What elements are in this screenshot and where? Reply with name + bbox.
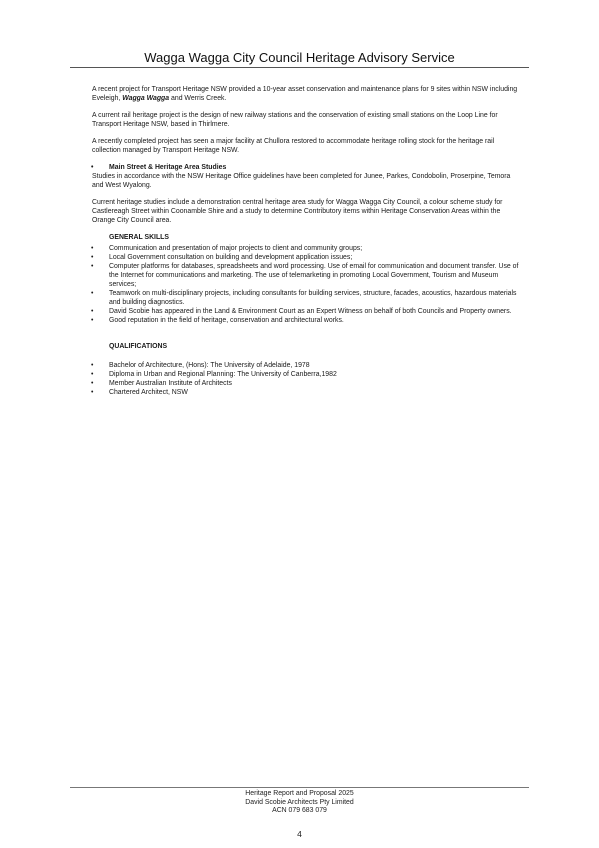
list-item (92, 289, 522, 307)
bullet-icon: • (91, 164, 94, 171)
list-item-text: Diploma in Urban and Regional Planning: The University of Canberra,1982 (109, 371, 337, 378)
list-item (92, 253, 522, 262)
bullet-icon: • (91, 308, 94, 315)
list-item-text: David Scobie has appeared in the Land & Environment Court as an Expert Witness on behalf of both Councils and Property owners. (109, 308, 512, 315)
page-footer (0, 790, 599, 816)
list-item-text: Local Government consultation on building and development application issues; (109, 254, 353, 261)
bullet-icon: • (91, 362, 94, 369)
list-item-text: Chartered Architect, NSW (109, 389, 188, 396)
qualifications-heading: QUALIFICATIONS (109, 343, 168, 350)
paragraph-current-studies: Current heritage studies include a demonstration central heritage area study for Wagga Wagga City Council, a colour scheme study for Castlereagh Street within Coonamble Shire and a study to determine Contributory items within Heritage Conservation Areas within the Orange City Council area. (92, 199, 503, 224)
list-item-text: Teamwork on multi-disciplinary projects, including consultants for building services, structure, facades, acoustics, hazardous materials and building diagnostics. (109, 290, 517, 306)
paragraph-transport-heritage: A recent project for Transport Heritage NSW provided a 10-year asset conservation and maintenance plans for 9 sites within NSW including Eveleigh, Wagga Wagga and Werris Creek. (92, 86, 518, 102)
general-skills-heading: GENERAL SKILLS (109, 234, 169, 241)
bullet-icon: • (91, 254, 94, 261)
bullet-icon: • (91, 245, 94, 252)
list-item (92, 244, 522, 253)
bullet-icon: • (91, 371, 94, 378)
bullet-icon: • (91, 380, 94, 387)
list-item-text: Member Australian Institute of Architects (109, 380, 232, 387)
general-skills-list (92, 244, 522, 325)
list-item-text: Communication and presentation of major projects to client and community groups; (109, 245, 363, 252)
bullet-icon: • (91, 389, 94, 396)
bullet-icon: • (91, 263, 94, 270)
paragraph-rail-heritage-project: A current rail heritage project is the design of new railway stations and the conservation of existing small stations on the Loop Line for Transport Heritage NSW, based in Thirlmere. (92, 112, 498, 128)
list-item (92, 370, 522, 379)
main-street-text: Studies in accordance with the NSW Heritage Office guidelines have been completed for Junee, Parkes, Condobolin, Proserpine, Temora and West Wyalong. (92, 173, 511, 189)
main-street-heading: • Main Street & Heritage Area Studies (91, 164, 227, 171)
bullet-icon: • (91, 317, 94, 324)
footer-report-title: Heritage Report and Proposal 2025 (245, 790, 354, 797)
list-item-text: Computer platforms for databases, spreadsheets and word processing. Use of email for communication and document transfer. Use of the Internet for communications and marketing. The use of telemarketing in promoting Local Government, Tourism and Museum services; (109, 263, 519, 288)
page-number: 4 (297, 829, 302, 839)
bullet-icon: • (91, 290, 94, 297)
qualifications-list (92, 361, 522, 397)
list-item (92, 262, 522, 289)
list-item (92, 307, 522, 316)
page-header-title: Wagga Wagga City Council Heritage Advisory Service (144, 50, 455, 65)
list-item (92, 316, 522, 325)
document-body (92, 85, 522, 412)
footer-acn: ACN 079 683 079 (272, 807, 327, 815)
list-item-text: Bachelor of Architecture, (Hons): The University of Adelaide, 1978 (109, 362, 310, 369)
list-item (92, 379, 522, 388)
list-item (92, 388, 522, 397)
emphasis-wagga-wagga: Wagga Wagga (122, 95, 170, 102)
header-divider (70, 67, 529, 68)
list-item (92, 361, 522, 370)
footer-divider (70, 787, 529, 788)
footer-company-name: David Scobie Architects Pty Limited (245, 798, 354, 806)
paragraph-chullora-project: A recently completed project has seen a major facility at Chullora restored to accommodate heritage rolling stock for the heritage rail collection managed by Transport Heritage NSW. (92, 138, 495, 154)
list-item-text: Good reputation in the field of heritage, conservation and architectural works. (109, 317, 344, 324)
